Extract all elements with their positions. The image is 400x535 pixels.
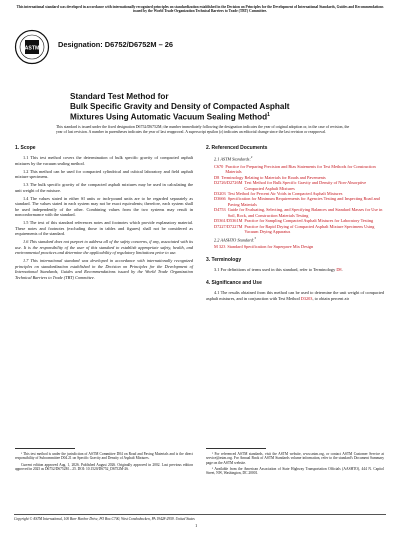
astm-reference-list xyxy=(206,164,384,235)
footnote-rule-right xyxy=(206,448,266,449)
document-title xyxy=(70,92,360,123)
reference-title-link[interactable]: Terminology Relating to Materials for Roads and Pavements xyxy=(221,174,326,180)
reference-code-link[interactable]: D8 xyxy=(214,174,220,180)
reference-item xyxy=(206,196,384,207)
issued-note: This standard is issued under the fixed designation D6752/D6752M; the number immediately following the designation indicates the year of original adoption or, in the case of revision, the year of last revision. A number in parentheses indicates the year of last reapproval. A superscript epsilon (ε) indicates an editorial change since the last revision or reapproval. xyxy=(56,125,350,134)
scope-1-4: 1.4 The values stated in either SI units or inch-pound units are to be regarded separately as standard. The values stated in each system may not be exact equivalents; therefore, each system shall be used independently of the other. Combining values from the two systems may result in nonconformance with the standard. xyxy=(15,195,193,218)
astm-standards-label: 2.1 ASTM Standards:$^2$ xyxy=(214,155,253,162)
footnote-edition: Current edition approved Aug. 1, 2026. Published August 2026. Originally approved in 2002. Last previous edition approved in 2025 as D6752/D6752M – 25. DOI: 10.1520/D6752_D6752M-26. xyxy=(15,462,193,472)
reference-code-link[interactable]: D7227/D7227M xyxy=(214,223,243,229)
reference-title-link[interactable]: Practice for Rapid Drying of Compacted Asphalt Mixture Specimens Using Vacuum Drying Apparatus xyxy=(244,223,375,235)
left-column xyxy=(15,146,193,283)
designation: Designation: D6752/D6752M – 26 xyxy=(58,40,174,49)
wto-notice: This international standard was developed in accordance with internationally recognized principles on standardization established in the Decision on Principles for the Development of International Standards, Guides and Recommendations issued by the World Trade Organization Technical Barriers to Trade (TBT) Committee. xyxy=(16,5,384,14)
reference-title-link[interactable]: Test Method for Percent Air Voids in Compacted Asphalt Mixtures xyxy=(227,190,343,196)
reference-title-link[interactable]: Guide for Evaluating, Selecting, and Specifying Balances and Standard Masses for Use in Soil, Rock, and Construction Materials Testing xyxy=(227,207,383,218)
footnote-3: ³ Available from the American Association of State Highway Transportation Officials (AASHTO), 444 N. Capitol Street, NW, Washington, DC 20001. xyxy=(206,467,384,476)
reference-code-link[interactable]: D4753 xyxy=(214,207,226,213)
reference-item xyxy=(206,207,384,218)
footnotes-left xyxy=(15,452,193,473)
reference-title-link[interactable]: Specification for Minimum Requirements for Agencies Testing and Inspecting Road and Paving Materials xyxy=(227,196,380,207)
title-line-1: Standard Test Method for xyxy=(70,92,169,101)
reference-code-link[interactable]: D2726/D2726M xyxy=(214,180,243,186)
astm-logo-icon xyxy=(14,29,50,65)
aashto-reference-list xyxy=(206,244,384,249)
section-heading-significance: 4. Significance and Use xyxy=(206,279,262,286)
scope-1-2: 1.2 This method can be used for compacted cylindrical and cubical laboratory and field asphalt mixture specimens. xyxy=(15,168,193,180)
reference-code-link[interactable]: M 323 xyxy=(214,244,226,250)
scope-1-3: 1.3 The bulk specific gravity of the compacted asphalt mixtures may be used in calculating the unit weight of the mixture. xyxy=(15,182,193,193)
reference-title-link[interactable]: Test Method for Bulk Specific Gravity and Density of Non-Absorptive Compacted Asphalt Mixtures xyxy=(244,180,367,191)
footnote-1: ¹ This test method is under the jurisdiction of ASTM Committee D04 on Road and Paving Materials and is the direct responsibility of Subcommittee D04.21 on Specific Gravity and Density of Asphalt Mixtures. xyxy=(15,452,193,461)
terminology-3-1: 3.1 For definitions of terms used in this standard, refer to Terminology D8. xyxy=(214,267,343,273)
section-heading-referenced: 2. Referenced Documents xyxy=(206,145,268,151)
reference-code-link[interactable]: D3203 xyxy=(214,190,226,196)
footnote-rule-left xyxy=(15,448,75,449)
aashto-standard-label: 2.2 AASHTO Standard:$^3$ xyxy=(214,236,256,243)
reference-item xyxy=(206,180,384,191)
reference-code-link[interactable]: D3666 xyxy=(214,196,226,202)
reference-title-link[interactable]: Practice for Sampling Compacted Asphalt Mixtures for Laboratory Testing xyxy=(244,218,374,224)
significance-4-1: 4.1 The results obtained from this method can be used to determine the unit weight of compacted asphalt mixtures, and in conjunction with Test Method D3203, to obtain percent air xyxy=(206,290,384,301)
title-line-2: Bulk Specific Gravity and Density of Compacted Asphalt xyxy=(70,101,290,111)
title-line-3: Mixtures Using Automatic Vacuum Sealing Method$^1$ xyxy=(70,112,270,122)
reference-item xyxy=(206,224,384,235)
scope-1-1: 1.1 This test method covers the determination of bulk specific gravity of compacted asphalt mixtures by the vacuum sealing method. xyxy=(15,155,193,166)
svg-text:ASTM: ASTM xyxy=(24,45,40,52)
reference-item xyxy=(206,244,384,249)
scope-1-7: 1.7 This international standard was developed in accordance with internationally recognized principles on standardization established in the Decision on Principles for the Development of International Standards, Guides and Recommendations issued by the World Trade Organization Technical Barriers to Trade (TBT) Committee. xyxy=(15,258,193,280)
reference-code-link[interactable]: C670 xyxy=(214,163,224,169)
scope-1-6: 1.6 This standard does not purport to address all of the safety concerns, if any, associated with its use. It is the responsibility of the user of this standard to establish appropriate safety, health, and environmental practices and determine the applicability of regulatory limitations prior to use. xyxy=(15,239,193,256)
reference-title-link[interactable]: Standard Specification for Superpave Mix Design xyxy=(227,244,314,250)
reference-title-link[interactable]: Practice for Preparing Precision and Bias Statements for Test Methods for Construction Materials xyxy=(225,163,376,175)
section-heading-scope: 1. Scope xyxy=(15,145,36,151)
page-number: 1 xyxy=(195,523,198,528)
scope-1-5: 1.5 The text of this standard references notes and footnotes which provide explanatory material. These notes and footnotes (excluding those in tables and figures) shall not be considered as requirements of the standard. xyxy=(15,220,193,237)
reference-code-link[interactable]: D5361/D5361M xyxy=(214,218,243,224)
reference-item xyxy=(206,164,384,175)
link-d8[interactable]: D8 xyxy=(336,267,342,273)
footnotes-right xyxy=(206,452,384,478)
copyright-footer: Copyright © ASTM International, 100 Barr Harbor Drive, PO Box C700, West Conshohocken, PA 19428-2959. United States xyxy=(14,514,386,521)
link-d3203[interactable]: D3203 xyxy=(300,295,313,301)
section-heading-terminology: 3. Terminology xyxy=(206,256,242,263)
footnote-2: ² For referenced ASTM standards, visit the ASTM website, www.astm.org, or contact ASTM Customer Service at service@astm.org. For Annual Book of ASTM Standards volume information, refer to the standard's Document Summary page on the ASTM website. xyxy=(206,452,384,465)
right-column xyxy=(206,146,384,304)
